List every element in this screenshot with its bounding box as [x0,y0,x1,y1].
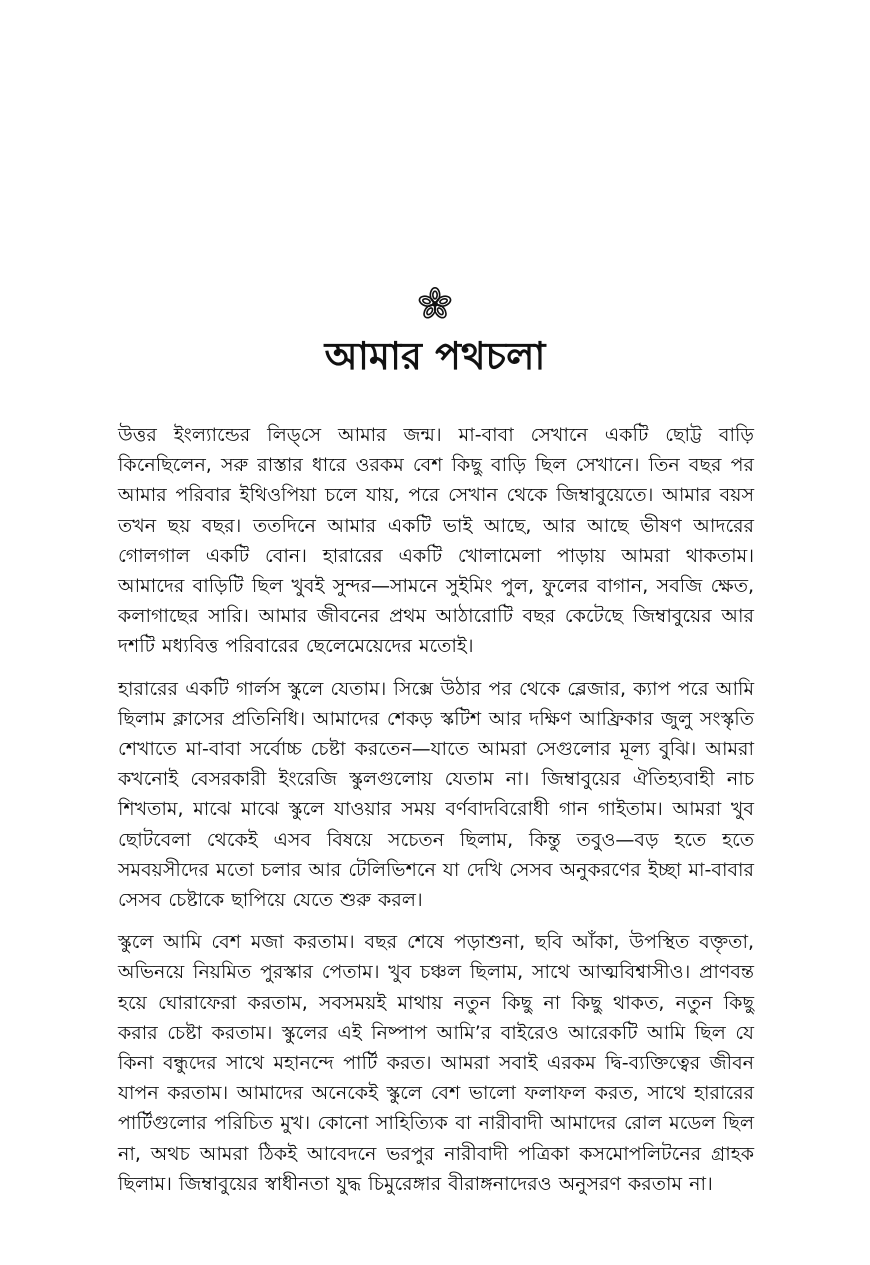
chapter-body [118,420,754,1211]
chapter-ornament [0,284,870,324]
flower-ornament-icon [417,286,453,322]
paragraph: স্কুলে আমি বেশ মজা করতাম। বছর শেষে পড়াশুনা, ছবি আঁকা, উপস্থিত বক্তৃতা, অভিনয়ে নিয়মিত পুরস্কার পেতাম। খুব চঞ্চল ছিলাম, সাথে আত্মবিশ্বাসীও। প্রাণবন্ত হয়ে ঘোরাফেরা করতাম, সবসময়ই মাথায় নতুন কিছু না কিছু থাকত, নতুন কিছু করার চেষ্টা করতাম। স্কুলের এই নিষ্পাপ আমি’র বাইরেও আরেকটি আমি ছিল যে কিনা বন্ধুদের সাথে মহানন্দে পার্টি করত। আমরা সবাই এরকম দ্বি-ব্যক্তিত্বের জীবন যাপন করতাম। আমাদের অনেকেই স্কুলে বেশ ভালো ফলাফল করত, সাথে হারারের পার্টিগুলোর পরিচিত মুখ। কোনো সাহিত্যিক বা নারীবাদী আমাদের রোল মডেল ছিল না, অথচ আমরা ঠিকই আবেদনে ভরপুর নারীবাদী পত্রিকা কসমোপলিটনের গ্রাহক ছিলাম। জিম্বাবুয়ের স্বাধীনতা যুদ্ধ চিমুরেঙ্গার বীরাঙ্গনাদেরও অনুসরণ করতাম না। [118,931,754,1195]
chapter-title: আমার পথচলা [324,334,546,378]
paragraph: হারারের একটি গার্লস স্কুলে যেতাম। সিক্সে উঠার পর থেকে ব্লেজার, ক্যাপ পরে আমি ছিলাম ক্লাসের প্রতিনিধি। আমাদের শেকড় স্কটিশ আর দক্ষিণ আফ্রিকার জুলু সংস্কৃতি শেখাতে মা-বাবা সর্বোচ্চ চেষ্টা করতেন—যাতে আমরা সেগুলোর মূল্য বুঝি। আমরা কখনোই বেসরকারী ইংরেজি স্কুলগুলোয় যেতাম না। জিম্বাবুয়ের ঐতিহ্যবাহী নাচ শিখতাম, মাঝে মাঝে স্কুলে যাওয়ার সময় বর্ণবাদবিরোধী গান গাইতাম। আমরা খুব ছোটবেলা থেকেই এসব বিষয়ে সচেতন ছিলাম, কিন্তু তবুও—বড় হতে হতে সমবয়সীদের মতো চলার আর টেলিভিশনে যা দেখি সেসব অনুকরণের ইচ্ছা মা-বাবার সেসব চেষ্টাকে ছাপিয়ে যেতে শুরু করল। [118,677,754,912]
paragraph: উত্তর ইংল্যান্ডের লিড্‌সে আমার জন্ম। মা-বাবা সেখানে একটি ছোট্ট বাড়ি কিনেছিলেন, সরু রাস্তার ধারে ওরকম বেশ কিছু বাড়ি ছিল সেখানে। তিন বছর পর আমার পরিবার ইথিওপিয়া চলে যায়, পরে সেখান থেকে জিম্বাবুয়েতে। আমার বয়স তখন ছয় বছর। ততদিনে আমার একটি ভাই আছে, আর আছে ভীষণ আদরের গোলগাল একটি বোন। হারারের একটি খোলামেলা পাড়ায় আমরা থাকতাম। আমাদের বাড়িটি ছিল খুবই সুন্দর—সামনে সুইমিং পুল, ফুলের বাগান, সবজি ক্ষেত, কলাগাছের সারি। আমার জীবনের প্রথম আঠারোটি বছর কেটেছে জিম্বাবুয়ের আর দশটি মধ্যবিত্ত পরিবারের ছেলেমেয়েদের মতোই। [118,424,754,658]
